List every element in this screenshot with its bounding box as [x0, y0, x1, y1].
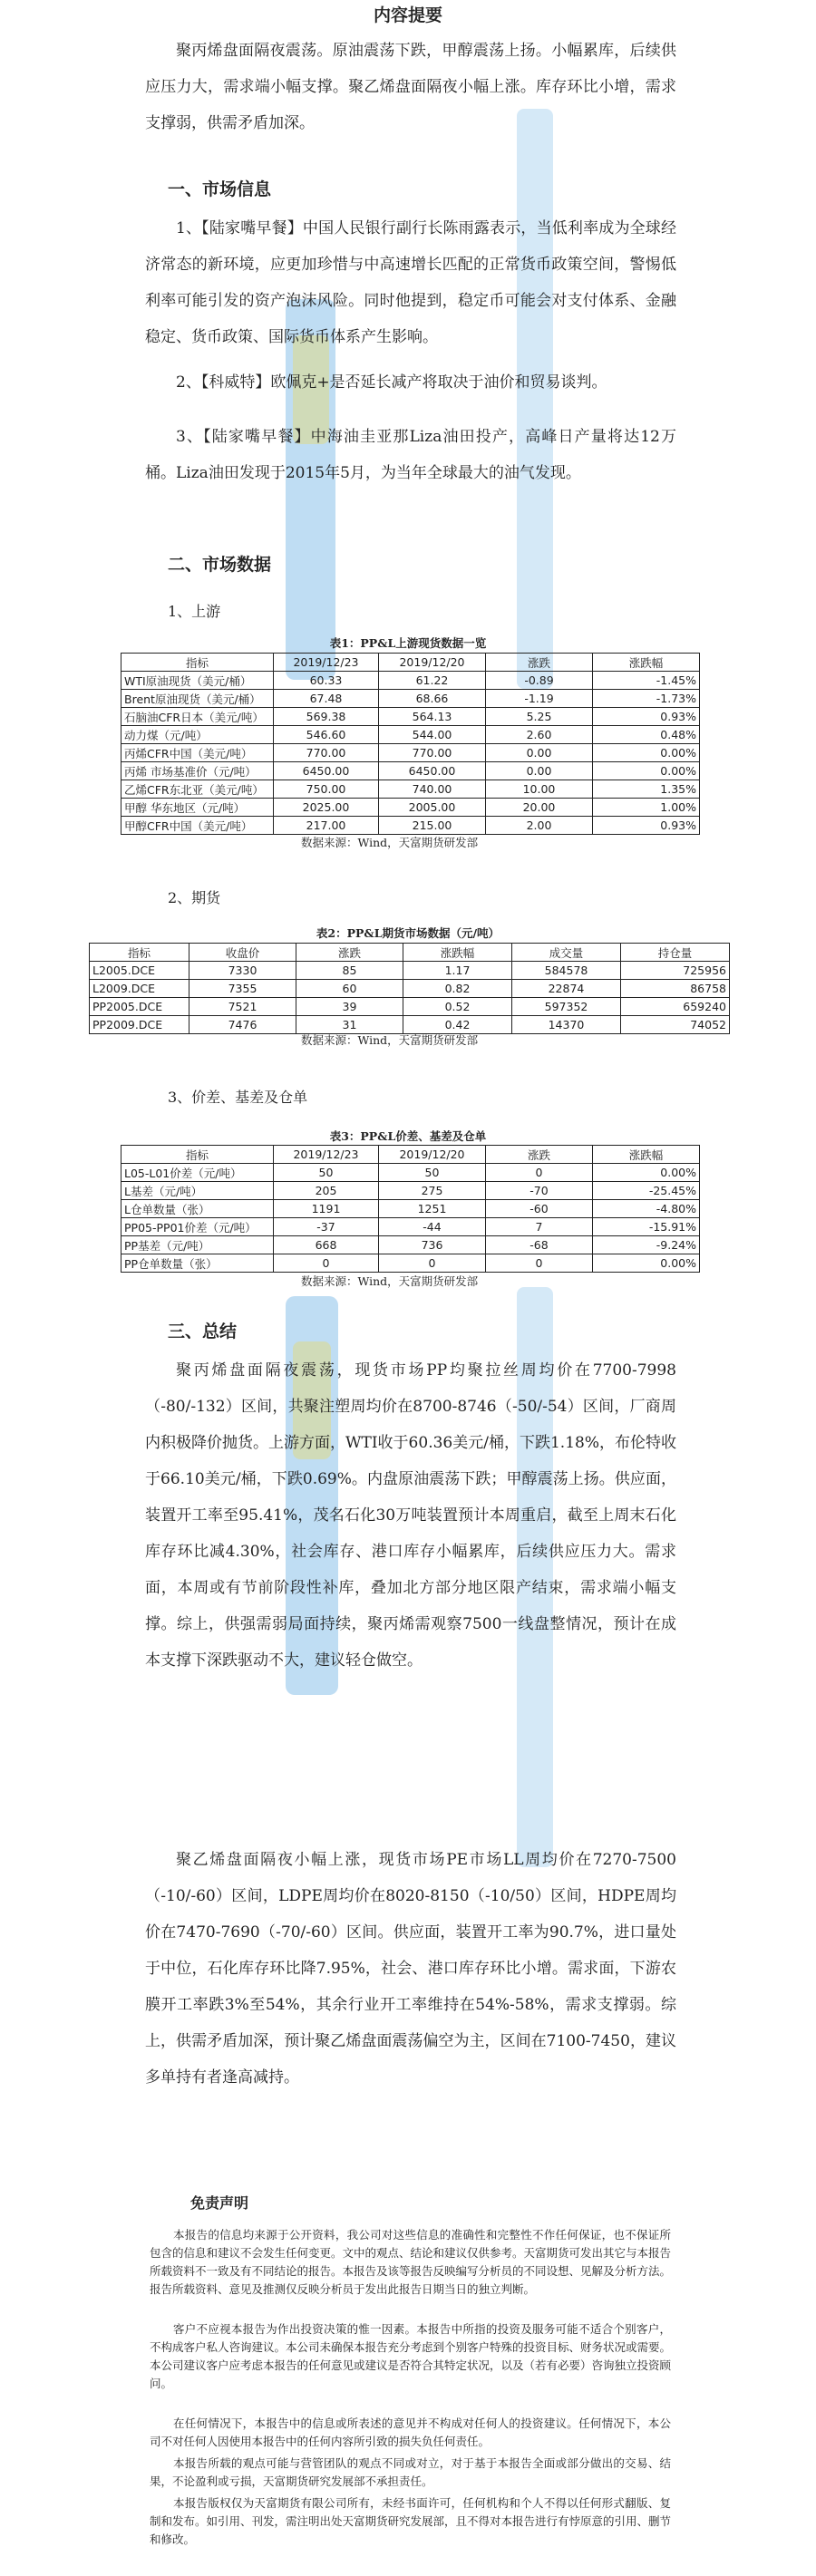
table-cell: 0.00%: [593, 1254, 700, 1273]
table-cell: -60: [486, 1200, 593, 1218]
table-cell: -25.45%: [593, 1182, 700, 1200]
table-cell: 597352: [512, 998, 621, 1016]
table-row: [121, 690, 700, 708]
table-cell: -9.24%: [593, 1236, 700, 1254]
table-cell: -1.19: [486, 690, 593, 708]
table-cell: -15.91%: [593, 1218, 700, 1236]
section3-heading: 三、总结: [168, 1322, 238, 1341]
table-cell: 74052: [621, 1016, 730, 1034]
table-header-cell: 涨跌: [296, 944, 403, 962]
table-cell: 乙烯CFR东北亚（美元/吨）: [121, 780, 274, 799]
table-row: [121, 744, 700, 762]
table-header-row: [121, 1146, 700, 1164]
table-cell: L2009.DCE: [90, 980, 189, 998]
table-row: [121, 799, 700, 817]
table-cell: -4.80%: [593, 1200, 700, 1218]
table-futures: [89, 943, 730, 1034]
table-row: [121, 817, 700, 835]
table-cell: 甲醇 华东地区（元/吨）: [121, 799, 274, 817]
table-cell: 20.00: [486, 799, 593, 817]
table-header-row: [90, 944, 730, 962]
table-cell: 0.52: [403, 998, 512, 1016]
table-cell: 14370: [512, 1016, 621, 1034]
table-cell: L2005.DCE: [90, 962, 189, 980]
table-header-cell: 指标: [90, 944, 189, 962]
table-cell: 0: [379, 1254, 486, 1273]
table-cell: 0: [486, 1164, 593, 1182]
table-header-cell: 2019/12/20: [379, 1146, 486, 1164]
table-cell: PP基差（元/吨）: [121, 1236, 274, 1254]
page-title: 内容提要: [373, 5, 442, 25]
table-cell: 275: [379, 1182, 486, 1200]
table-cell: 0.00%: [593, 744, 700, 762]
table-header-cell: 收盘价: [189, 944, 296, 962]
table-cell: 564.13: [379, 708, 486, 726]
table-row: [121, 1218, 700, 1236]
table-row: [90, 980, 730, 998]
disclaimer-para: 本报告所载的观点可能与营管团队的观点不同或对立，对于基于本报告全面或部分做出的交易、结果，不论盈利或亏损，天富期货研究发展部不承担责任。: [150, 2456, 671, 2488]
table-cell: 770.00: [274, 744, 379, 762]
table-row: [121, 1182, 700, 1200]
table-header-cell: 指标: [121, 1146, 274, 1164]
table-row: [121, 1236, 700, 1254]
disclaimer-title: 免责声明: [190, 2194, 249, 2212]
table-cell: 2025.00: [274, 799, 379, 817]
table-cell: 丙烯CFR中国（美元/吨）: [121, 744, 274, 762]
table-cell: 50: [379, 1164, 486, 1182]
table-cell: PP2009.DCE: [90, 1016, 189, 1034]
table-header-cell: 涨跌幅: [593, 1146, 700, 1164]
table-cell: 0.00%: [593, 762, 700, 780]
subsection-spread: 3、价差、基差及仓单: [168, 1089, 308, 1106]
disclaimer-para: 本报告的信息均来源于公开资料，我公司对这些信息的准确性和完整性不作任何保证，也不保证所包含的信息和建议不会发生任何变更。文中的观点、结论和建议仅供参考。天富期货可发出其它与本报告所载资料不一致及有不同结论的报告。本报告及该等报告反映编写分析员的不同设想、见解及分析方法。报告所载资料、意见及推测仅反映分析员于发出此报告日期当日的独立判断。: [150, 2228, 671, 2296]
table-cell: 2.00: [486, 817, 593, 835]
table-upstream-spot: [121, 653, 700, 835]
table-cell: 2.60: [486, 726, 593, 744]
table-cell: 750.00: [274, 780, 379, 799]
table-row: [90, 962, 730, 980]
table-spread-basis: [121, 1145, 700, 1273]
table-cell: -70: [486, 1182, 593, 1200]
table-cell: -37: [274, 1218, 379, 1236]
table-cell: WTI原油现货（美元/桶）: [121, 672, 274, 690]
table2-source: 数据来源：Wind，天富期货研发部: [301, 1033, 479, 1047]
table-cell: 205: [274, 1182, 379, 1200]
table1-source: 数据来源：Wind，天富期货研发部: [301, 836, 479, 849]
summary-pe: 聚乙烯盘面隔夜小幅上涨，现货市场PE市场LL周均价在7270-7500（-10/-60）区间，LDPE周均价在8020-8150（-10/50）区间，HDPE周均价在7470-7690（-70/-60）区间。供应面，装置开工率为90.7%，进口量处于中位，石化库存环比降7.95%，社会、港口库存环比小增。需求面，下游农膜开工率跌3%至54%，其余行业开工率维持在54%-58%，需求支撑弱。综上，供需矛盾加深，预计聚乙烯盘面震荡偏空为主，区间在7100-7450，建议多单持有者逢高减持。: [145, 1851, 676, 2087]
table-cell: 7476: [189, 1016, 296, 1034]
table-cell: 0.82: [403, 980, 512, 998]
table-cell: 0.00%: [593, 1164, 700, 1182]
market-info-item: 3、【陆家嘴早餐】中海油圭亚那Liza油田投产，高峰日产量将达12万桶。Liza油田发现于2015年5月，为当年全球最大的油气发现。: [145, 428, 676, 482]
table-cell: 0.48%: [593, 726, 700, 744]
table-row: [121, 708, 700, 726]
table-cell: -1.73%: [593, 690, 700, 708]
table-cell: 22874: [512, 980, 621, 998]
table-cell: 7: [486, 1218, 593, 1236]
table-cell: 1251: [379, 1200, 486, 1218]
table-cell: 5.25: [486, 708, 593, 726]
table-cell: 0.00: [486, 744, 593, 762]
table-cell: 725956: [621, 962, 730, 980]
table-cell: L基差（元/吨）: [121, 1182, 274, 1200]
table-cell: 60.33: [274, 672, 379, 690]
table-cell: 0: [274, 1254, 379, 1273]
table-row: [121, 672, 700, 690]
table-row: [121, 780, 700, 799]
table-cell: 31: [296, 1016, 403, 1034]
section2-heading: 二、市场数据: [168, 555, 272, 575]
table-row: [121, 762, 700, 780]
table-cell: 50: [274, 1164, 379, 1182]
table-header-cell: 2019/12/20: [379, 654, 486, 672]
table-header-cell: 指标: [121, 654, 274, 672]
table-cell: -44: [379, 1218, 486, 1236]
table-cell: 770.00: [379, 744, 486, 762]
table-cell: 1.00%: [593, 799, 700, 817]
table-cell: 1.17: [403, 962, 512, 980]
table-cell: PP仓单数量（张）: [121, 1254, 274, 1273]
table-cell: 2005.00: [379, 799, 486, 817]
table-row: [90, 998, 730, 1016]
disclaimer-para: 在任何情况下，本报告中的信息或所表述的意见并不构成对任何人的投资建议。任何情况下，本公司不对任何人因使用本报告中的任何内容所引致的损失负任何责任。: [150, 2416, 671, 2448]
table-cell: 动力煤（元/吨）: [121, 726, 274, 744]
table-cell: 85: [296, 962, 403, 980]
table-header-cell: 持仓量: [621, 944, 730, 962]
table-cell: 217.00: [274, 817, 379, 835]
summary-text: 聚丙烯盘面隔夜震荡。原油震荡下跌，甲醇震荡上扬。小幅累库，后续供应压力大，需求端小幅支撑。聚乙烯盘面隔夜小幅上涨。库存环比小增，需求支撑弱，供需矛盾加深。: [145, 42, 676, 132]
table-cell: -0.89: [486, 672, 593, 690]
table-cell: 甲醇CFR中国（美元/吨）: [121, 817, 274, 835]
table-cell: 10.00: [486, 780, 593, 799]
table-cell: 1191: [274, 1200, 379, 1218]
subsection-upstream: 1、上游: [168, 603, 221, 620]
table-cell: 60: [296, 980, 403, 998]
table-cell: 569.38: [274, 708, 379, 726]
table-cell: 584578: [512, 962, 621, 980]
table1-caption: 表1：PP&L上游现货数据一览: [329, 636, 487, 650]
table-cell: 68.66: [379, 690, 486, 708]
disclaimer-para: 本报告版权仅为天富期货有限公司所有，未经书面许可，任何机构和个人不得以任何形式翻版、复制和发布。如引用、刊发，需注明出处天富期货研究发展部，且不得对本报告进行有悖原意的引用、删节和修改。: [150, 2496, 671, 2546]
table-cell: 石脑油CFR日本（美元/吨）: [121, 708, 274, 726]
table2-caption: 表2：PP&L期货市场数据（元/吨）: [316, 926, 500, 940]
table-cell: 0: [486, 1254, 593, 1273]
table-cell: 丙烯 市场基准价（元/吨）: [121, 762, 274, 780]
table-cell: PP05-PP01价差（元/吨）: [121, 1218, 274, 1236]
table-header-cell: 2019/12/23: [274, 1146, 379, 1164]
table-cell: 7355: [189, 980, 296, 998]
table3-caption: 表3：PP&L价差、基差及仓单: [329, 1129, 487, 1143]
table-cell: 668: [274, 1236, 379, 1254]
table-header-cell: 涨跌幅: [593, 654, 700, 672]
table-header-cell: 涨跌幅: [403, 944, 512, 962]
table-cell: 1.35%: [593, 780, 700, 799]
table-header-row: [121, 654, 700, 672]
table-cell: 0.93%: [593, 708, 700, 726]
section1-heading: 一、市场信息: [168, 179, 272, 199]
table-cell: 0.00: [486, 762, 593, 780]
table-row: [121, 726, 700, 744]
subsection-futures: 2、期货: [168, 889, 221, 906]
table-row: [121, 1200, 700, 1218]
table-cell: 86758: [621, 980, 730, 998]
table-cell: 7521: [189, 998, 296, 1016]
table-cell: -68: [486, 1236, 593, 1254]
table-cell: 740.00: [379, 780, 486, 799]
table-cell: -1.45%: [593, 672, 700, 690]
table-header-cell: 2019/12/23: [274, 654, 379, 672]
table-cell: 7330: [189, 962, 296, 980]
summary-pp: 聚丙烯盘面隔夜震荡，现货市场PP均聚拉丝周均价在7700-7998（-80/-132）区间，共聚注塑周均价在8700-8746（-50/-54）区间，厂商周内积极降价抛货。上游方面，WTI收于60.36美元/桶，下跌1.18%，布伦特收于66.10美元/桶，下跌0.69%。内盘原油震荡下跌；甲醇震荡上扬。供应面，装置开工率至95.41%，茂名石化30万吨装置预计本周重启，截至上周末石化库存环比减4.30%，社会库存、港口库存小幅累库，后续供应压力大。需求面，本周或有节前阶段性补库，叠加北方部分地区限产结束，需求端小幅支撑。综上，供强需弱局面持续，聚丙烯需观察7500一线盘整情况，预计在成本支撑下深跌驱动不大，建议轻仓做空。: [145, 1361, 676, 1670]
market-info-item: 2、【科威特】欧佩克+是否延长减产将取决于油价和贸易谈判。: [176, 373, 607, 392]
table-cell: 67.48: [274, 690, 379, 708]
table-cell: 0.93%: [593, 817, 700, 835]
table-cell: 0.42: [403, 1016, 512, 1034]
table-cell: 39: [296, 998, 403, 1016]
table-cell: 736: [379, 1236, 486, 1254]
table-cell: 6450.00: [274, 762, 379, 780]
table-row: [121, 1164, 700, 1182]
table-header-cell: 成交量: [512, 944, 621, 962]
table-cell: L仓单数量（张）: [121, 1200, 274, 1218]
table-cell: L05-L01价差（元/吨）: [121, 1164, 274, 1182]
table-cell: Brent原油现货（美元/桶）: [121, 690, 274, 708]
table-cell: 6450.00: [379, 762, 486, 780]
table-cell: 544.00: [379, 726, 486, 744]
table-cell: 659240: [621, 998, 730, 1016]
table-cell: 546.60: [274, 726, 379, 744]
table-header-cell: 涨跌: [486, 654, 593, 672]
table-cell: PP2005.DCE: [90, 998, 189, 1016]
table-cell: 61.22: [379, 672, 486, 690]
table-cell: 215.00: [379, 817, 486, 835]
table3-source: 数据来源：Wind，天富期货研发部: [301, 1274, 479, 1288]
disclaimer-para: 客户不应视本报告为作出投资决策的惟一因素。本报告中所指的投资及服务可能不适合个别客户，不构成客户私人咨询建议。本公司未确保本报告充分考虑到个别客户特殊的投资目标、财务状况或需要。本公司建议客户应考虑本报告的任何意见或建议是否符合其特定状况，以及（若有必要）咨询独立投资顾问。: [150, 2322, 671, 2390]
table-row: [121, 1254, 700, 1273]
table-header-cell: 涨跌: [486, 1146, 593, 1164]
market-info-item: 1、【陆家嘴早餐】中国人民银行副行长陈雨露表示，当低利率成为全球经济常态的新环境，应更加珍惜与中高速增长匹配的正常货币政策空间，警惕低利率可能引发的资产泡沫风险。同时他提到，稳定币可能会对支付体系、金融稳定、货币政策、国际货币体系产生影响。: [145, 219, 676, 346]
